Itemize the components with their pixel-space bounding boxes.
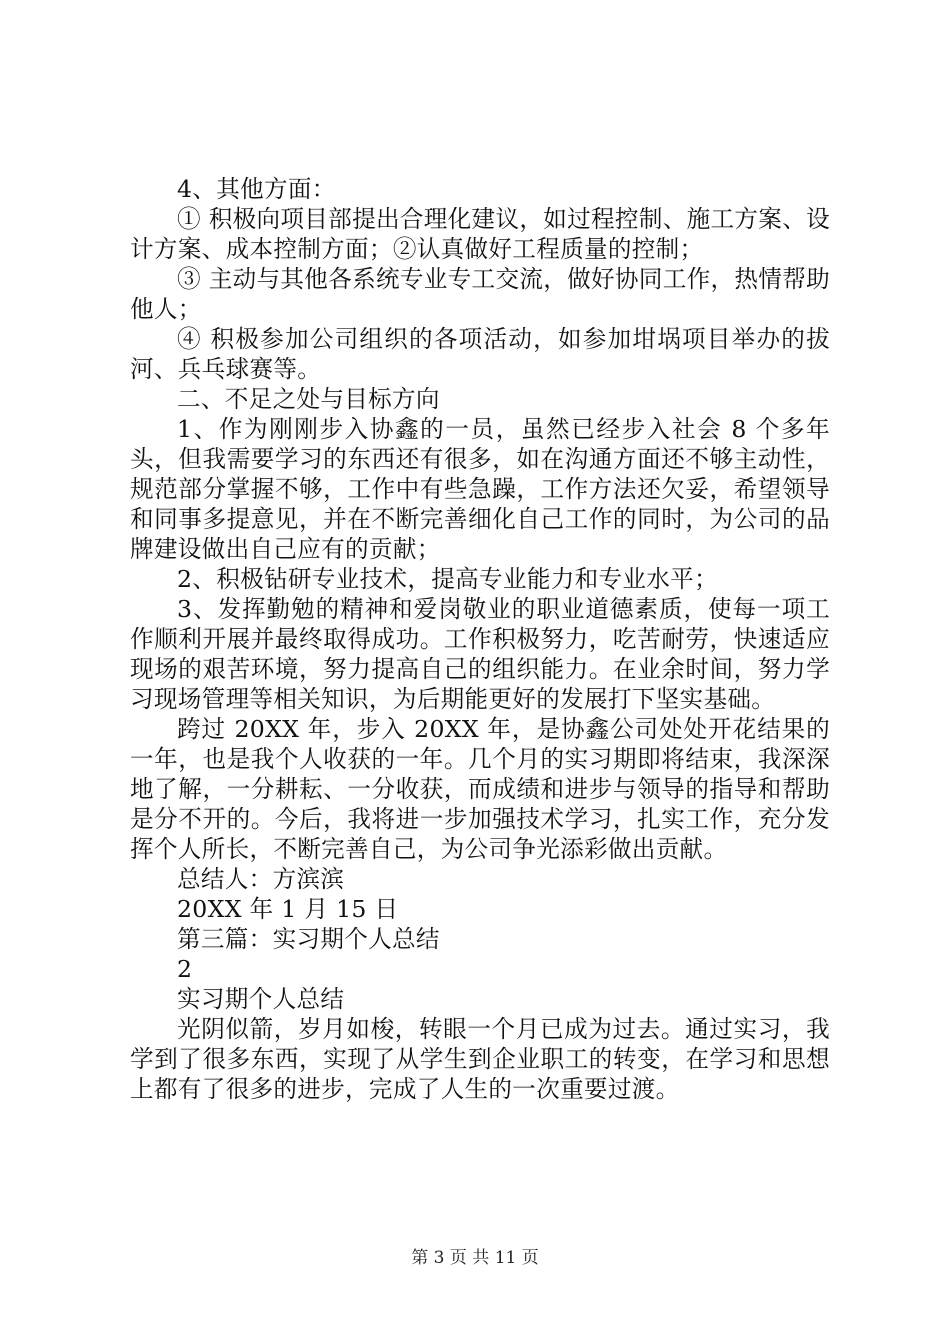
paragraph: 1、作为刚刚步入协鑫的一员，虽然已经步入社会 8 个多年头，但我需要学习的东西还有很多，如在沟通方面还不够主动性，规范部分掌握不够，工作中有些急躁，工作方法还欠妥，希望领导和同事多提意见，并在不断完善细化自己工作的同时，为公司的品牌建设做出自己应有的贡献；: [130, 415, 830, 563]
signature-line: 总结人：方滨滨: [177, 865, 345, 893]
paragraph: 光阴似箭，岁月如梭，转眼一个月已成为过去。通过实习，我学到了很多东西，实现了从学生到企业职工的转变，在学习和思想上都有了很多的进步，完成了人生的一次重要过渡。: [130, 1015, 830, 1103]
paragraph: ① 积极向项目部提出合理化建议，如过程控制、施工方案、设计方案、成本控制方面；②认真做好工程质量的控制；: [130, 205, 830, 263]
paragraph: 2、积极钻研专业技术，提高专业能力和专业水平；: [177, 565, 718, 593]
chapter-subtitle: 实习期个人总结: [177, 985, 345, 1013]
page-number-footer: 第 3 页 共 11 页: [411, 1248, 539, 1268]
paragraph: ③ 主动与其他各系统专业专工交流，做好协同工作，热情帮助他人；: [130, 265, 830, 323]
chapter-title: 第三篇：实习期个人总结: [177, 925, 440, 953]
paragraph: 3、发挥勤勉的精神和爱岗敬业的职业道德素质，使每一项工作顺利开展并最终取得成功。工作积极努力，吃苦耐劳，快速适应现场的艰苦环境，努力提高自己的组织能力。在业余时间，努力学习现场管理等相关知识，为后期能更好的发展打下坚实基础。: [130, 595, 830, 713]
paragraph: 跨过 20XX 年，步入 20XX 年，是协鑫公司处处开花结果的一年，也是我个人收获的一年。几个月的实习期即将结束，我深深地了解，一分耕耘、一分收获，而成绩和进步与领导的指导和帮助是分不开的。今后，我将进一步加强技术学习，扎实工作，充分发挥个人所长，不断完善自己，为公司争光添彩做出贡献。: [130, 715, 830, 863]
chapter-number: 2: [177, 955, 193, 983]
paragraph: 4、其他方面：: [177, 175, 336, 203]
paragraph: ④ 积极参加公司组织的各项活动，如参加坩埚项目举办的拔河、兵乓球赛等。: [130, 325, 830, 383]
section-heading: 二、不足之处与目标方向: [177, 385, 440, 413]
document-body: [130, 174, 830, 1104]
date-line: 20XX 年 1 月 15 日: [177, 895, 399, 923]
